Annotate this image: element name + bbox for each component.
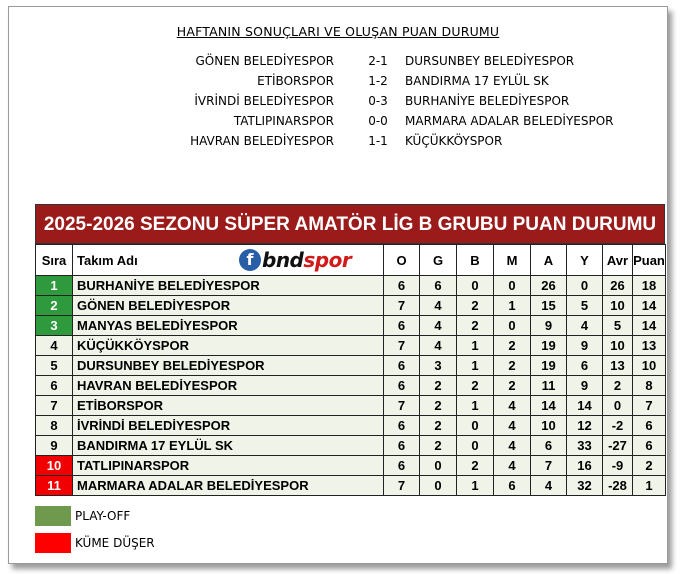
cell-goal-difference: 13	[603, 356, 633, 376]
cell-rank: 8	[36, 416, 73, 436]
cell-points: 1	[633, 476, 666, 496]
match-home-team: TATLIPINARSPOR	[233, 114, 334, 128]
cell-team: TATLIPINARSPOR	[73, 456, 384, 476]
match-result-row	[9, 94, 667, 114]
cell-drawn: 1	[457, 336, 494, 356]
cell-lost: 0	[494, 276, 531, 296]
cell-goals-for: 19	[531, 336, 567, 356]
cell-rank: 1	[36, 276, 73, 296]
cell-won: 0	[420, 476, 457, 496]
cell-goals-against: 4	[567, 316, 603, 336]
cell-goals-for: 10	[531, 416, 567, 436]
cell-played: 7	[384, 396, 420, 416]
cell-points: 8	[633, 376, 666, 396]
match-home-team: İVRİNDİ BELEDİYESPOR	[194, 94, 334, 108]
cell-goal-difference: 26	[603, 276, 633, 296]
cell-rank: 7	[36, 396, 73, 416]
cell-rank: 11	[36, 476, 73, 496]
cell-goals-for: 19	[531, 356, 567, 376]
cell-drawn: 1	[457, 356, 494, 376]
match-away-team: BANDIRMA 17 EYLÜL SK	[405, 74, 549, 88]
table-row	[36, 416, 666, 436]
cell-goal-difference: 5	[603, 316, 633, 336]
legend-playoff-swatch	[35, 506, 71, 526]
cell-team: DURSUNBEY BELEDİYESPOR	[73, 356, 384, 376]
cell-played: 7	[384, 476, 420, 496]
col-header-goals-against: Y	[567, 245, 603, 276]
cell-drawn: 2	[457, 316, 494, 336]
col-header-drawn: B	[457, 245, 494, 276]
cell-goals-for: 7	[531, 456, 567, 476]
legend-relegation-label: KÜME DÜŞER	[75, 536, 155, 550]
cell-drawn: 2	[457, 456, 494, 476]
standings-table	[35, 244, 666, 496]
cell-goal-difference: 0	[603, 396, 633, 416]
cell-won: 2	[420, 416, 457, 436]
cell-team: HAVRAN BELEDİYESPOR	[73, 376, 384, 396]
cell-team: GÖNEN BELEDİYESPOR	[73, 296, 384, 316]
cell-played: 6	[384, 436, 420, 456]
cell-rank: 5	[36, 356, 73, 376]
cell-team: MANYAS BELEDİYESPOR	[73, 316, 384, 336]
cell-goal-difference: -9	[603, 456, 633, 476]
cell-won: 3	[420, 356, 457, 376]
cell-team: MARMARA ADALAR BELEDİYESPOR	[73, 476, 384, 496]
cell-goals-against: 5	[567, 296, 603, 316]
cell-goals-against: 12	[567, 416, 603, 436]
cell-goals-against: 32	[567, 476, 603, 496]
col-header-points: Puan	[633, 245, 666, 276]
cell-drawn: 2	[457, 376, 494, 396]
cell-drawn: 1	[457, 396, 494, 416]
cell-rank: 9	[36, 436, 73, 456]
standings-body	[36, 276, 666, 496]
cell-goals-for: 11	[531, 376, 567, 396]
cell-goals-against: 6	[567, 356, 603, 376]
cell-lost: 1	[494, 296, 531, 316]
cell-rank: 10	[36, 456, 73, 476]
cell-drawn: 2	[457, 296, 494, 316]
cell-goals-against: 14	[567, 396, 603, 416]
cell-played: 6	[384, 456, 420, 476]
cell-rank: 6	[36, 376, 73, 396]
cell-played: 6	[384, 356, 420, 376]
cell-team: İVRİNDİ BELEDİYESPOR	[73, 416, 384, 436]
cell-drawn: 1	[457, 476, 494, 496]
table-row	[36, 396, 666, 416]
cell-points: 13	[633, 336, 666, 356]
legend-playoff-label: PLAY-OFF	[75, 509, 131, 523]
cell-goals-against: 9	[567, 376, 603, 396]
results-title: HAFTANIN SONUÇLARI VE OLUŞAN PUAN DURUMU	[176, 24, 500, 39]
cell-points: 14	[633, 316, 666, 336]
legend-relegation-swatch	[35, 533, 71, 553]
col-header-team-label: Takım Adı	[77, 252, 138, 268]
match-away-team: DURSUNBEY BELEDİYESPOR	[405, 54, 575, 68]
cell-lost: 4	[494, 396, 531, 416]
cell-points: 6	[633, 436, 666, 456]
table-row	[36, 456, 666, 476]
cell-lost: 2	[494, 336, 531, 356]
cell-rank: 3	[36, 316, 73, 336]
cell-goals-for: 6	[531, 436, 567, 456]
match-result-row	[9, 74, 667, 94]
bndspor-logo	[239, 248, 351, 272]
header-row	[36, 245, 666, 276]
cell-points: 10	[633, 356, 666, 376]
match-home-team: HAVRAN BELEDİYESPOR	[190, 134, 334, 148]
cell-rank: 2	[36, 296, 73, 316]
col-header-played: O	[384, 245, 420, 276]
page-frame	[8, 6, 668, 564]
cell-goals-against: 33	[567, 436, 603, 456]
cell-lost: 4	[494, 416, 531, 436]
match-home-team: GÖNEN BELEDİYESPOR	[195, 54, 334, 68]
table-row	[36, 316, 666, 336]
table-row	[36, 476, 666, 496]
cell-lost: 4	[494, 456, 531, 476]
cell-goals-against: 9	[567, 336, 603, 356]
cell-lost: 0	[494, 316, 531, 336]
cell-won: 6	[420, 276, 457, 296]
facebook-icon: f	[239, 249, 261, 271]
cell-drawn: 0	[457, 416, 494, 436]
cell-lost: 2	[494, 356, 531, 376]
col-header-lost: M	[494, 245, 531, 276]
cell-goal-difference: -2	[603, 416, 633, 436]
cell-goals-for: 4	[531, 476, 567, 496]
cell-team: KÜÇÜKKÖYSPOR	[73, 336, 384, 356]
cell-goals-for: 14	[531, 396, 567, 416]
match-result-row	[9, 114, 667, 134]
cell-won: 4	[420, 296, 457, 316]
table-row	[36, 336, 666, 356]
cell-won: 2	[420, 396, 457, 416]
match-result-row	[9, 134, 667, 154]
table-row	[36, 436, 666, 456]
logo-text-bnd: bnd	[262, 248, 304, 272]
cell-points: 18	[633, 276, 666, 296]
cell-played: 6	[384, 276, 420, 296]
table-row	[36, 356, 666, 376]
col-header-team	[73, 245, 384, 276]
cell-team: BURHANİYE BELEDİYESPOR	[73, 276, 384, 296]
match-away-team: KÜÇÜKKÖYSPOR	[405, 134, 503, 148]
cell-goals-for: 15	[531, 296, 567, 316]
cell-points: 6	[633, 416, 666, 436]
cell-points: 7	[633, 396, 666, 416]
match-score: 1-2	[368, 74, 388, 88]
col-header-goal-difference: Avr	[603, 245, 633, 276]
match-score: 2-1	[368, 54, 388, 68]
cell-goals-against: 0	[567, 276, 603, 296]
logo-text-spor: spor	[303, 248, 352, 272]
cell-goal-difference: -28	[603, 476, 633, 496]
cell-goal-difference: 10	[603, 296, 633, 316]
table-row	[36, 276, 666, 296]
cell-played: 7	[384, 296, 420, 316]
cell-lost: 6	[494, 476, 531, 496]
cell-lost: 2	[494, 376, 531, 396]
match-score: 1-1	[368, 134, 388, 148]
cell-goals-for: 26	[531, 276, 567, 296]
cell-points: 14	[633, 296, 666, 316]
cell-played: 6	[384, 376, 420, 396]
table-row	[36, 376, 666, 396]
cell-won: 4	[420, 336, 457, 356]
match-result-row	[9, 54, 667, 74]
match-away-team: MARMARA ADALAR BELEDİYESPOR	[405, 114, 614, 128]
match-home-team: ETİBORSPOR	[257, 74, 334, 88]
standings-title: 2025-2026 SEZONU SÜPER AMATÖR LİG B GRUBU PUAN DURUMU	[35, 204, 665, 244]
cell-won: 2	[420, 436, 457, 456]
cell-goal-difference: 10	[603, 336, 633, 356]
cell-goals-against: 16	[567, 456, 603, 476]
cell-goals-for: 9	[531, 316, 567, 336]
cell-won: 2	[420, 376, 457, 396]
cell-won: 0	[420, 456, 457, 476]
logo-text	[262, 248, 351, 272]
cell-drawn: 0	[457, 276, 494, 296]
standings-table-container	[35, 204, 665, 496]
cell-played: 6	[384, 416, 420, 436]
cell-played: 6	[384, 316, 420, 336]
cell-drawn: 0	[457, 436, 494, 456]
cell-team: ETİBORSPOR	[73, 396, 384, 416]
match-score: 0-0	[368, 114, 388, 128]
cell-goal-difference: 2	[603, 376, 633, 396]
cell-played: 7	[384, 336, 420, 356]
match-score: 0-3	[368, 94, 388, 108]
cell-team: BANDIRMA 17 EYLÜL SK	[73, 436, 384, 456]
table-row	[36, 296, 666, 316]
col-header-won: G	[420, 245, 457, 276]
col-header-goals-for: A	[531, 245, 567, 276]
cell-rank: 4	[36, 336, 73, 356]
cell-goal-difference: -27	[603, 436, 633, 456]
match-away-team: BURHANİYE BELEDİYESPOR	[405, 94, 570, 108]
cell-won: 4	[420, 316, 457, 336]
cell-points: 2	[633, 456, 666, 476]
cell-lost: 4	[494, 436, 531, 456]
col-header-rank: Sıra	[36, 245, 73, 276]
